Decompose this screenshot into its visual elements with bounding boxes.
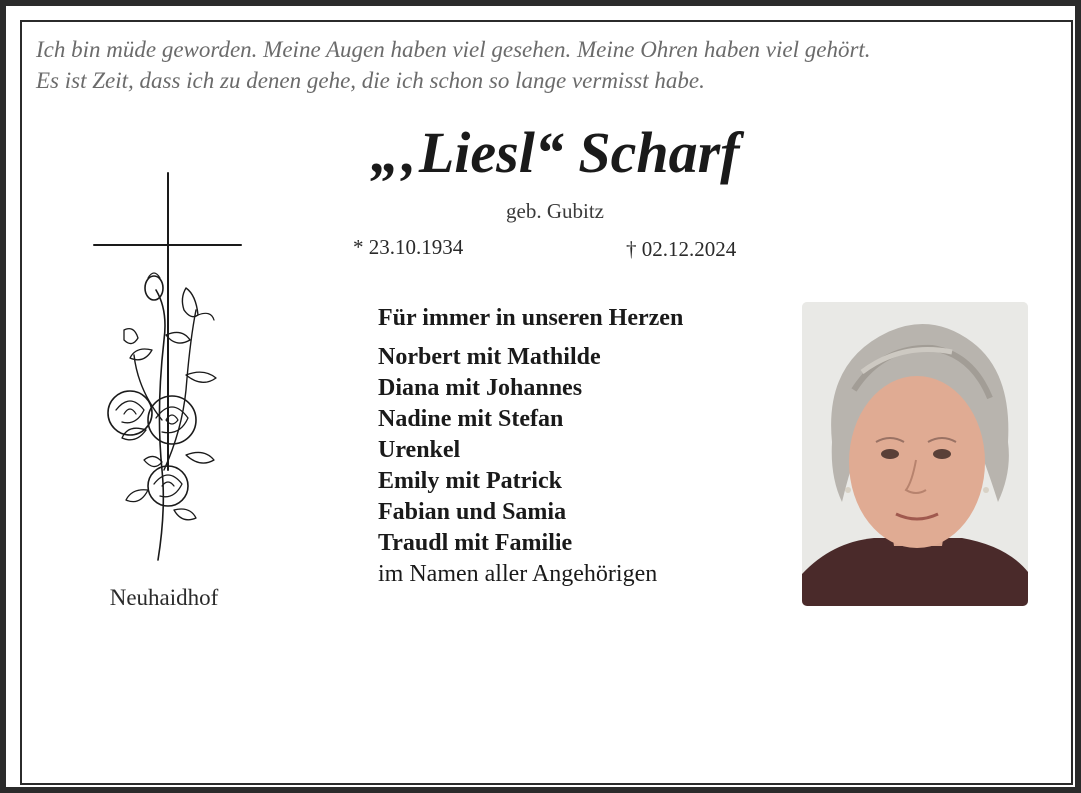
poem-line-2: Es ist Zeit, dass ich zu denen gehe, die ich schon so lange vermisst habe.	[36, 68, 705, 93]
mourning-heading: Für immer in unseren Herzen	[378, 305, 684, 331]
death-date: † 02.12.2024	[626, 237, 737, 261]
portrait-photo	[802, 302, 1028, 606]
mourner-name: Nadine mit Stefan	[378, 406, 564, 432]
mourner-name: Emily mit Patrick	[378, 468, 562, 494]
mourners-closing: im Namen aller Angehörigen	[378, 561, 658, 587]
poem	[36, 34, 1056, 96]
mourner-name: Norbert mit Mathilde	[378, 344, 601, 370]
place-of-residence: Neuhaidhof	[109, 585, 219, 610]
mourners-list	[378, 342, 657, 590]
portrait-image	[802, 302, 1028, 606]
mourner-name: Diana mit Johannes	[378, 375, 583, 401]
mourner-name: Traudl mit Familie	[378, 530, 573, 556]
mourner-name: Fabian und Samia	[378, 499, 567, 525]
cross-with-roses-icon	[86, 170, 251, 570]
mourner-name: Urenkel	[378, 437, 461, 463]
poem-line-1: Ich bin müde geworden. Meine Augen haben viel gesehen. Meine Ohren haben viel gehört.	[36, 37, 871, 62]
birth-name: geb. Gubitz	[506, 199, 604, 223]
deceased-name: „‚Liesl“ Scharf	[370, 120, 740, 185]
birth-date: * 23.10.1934	[353, 235, 464, 259]
